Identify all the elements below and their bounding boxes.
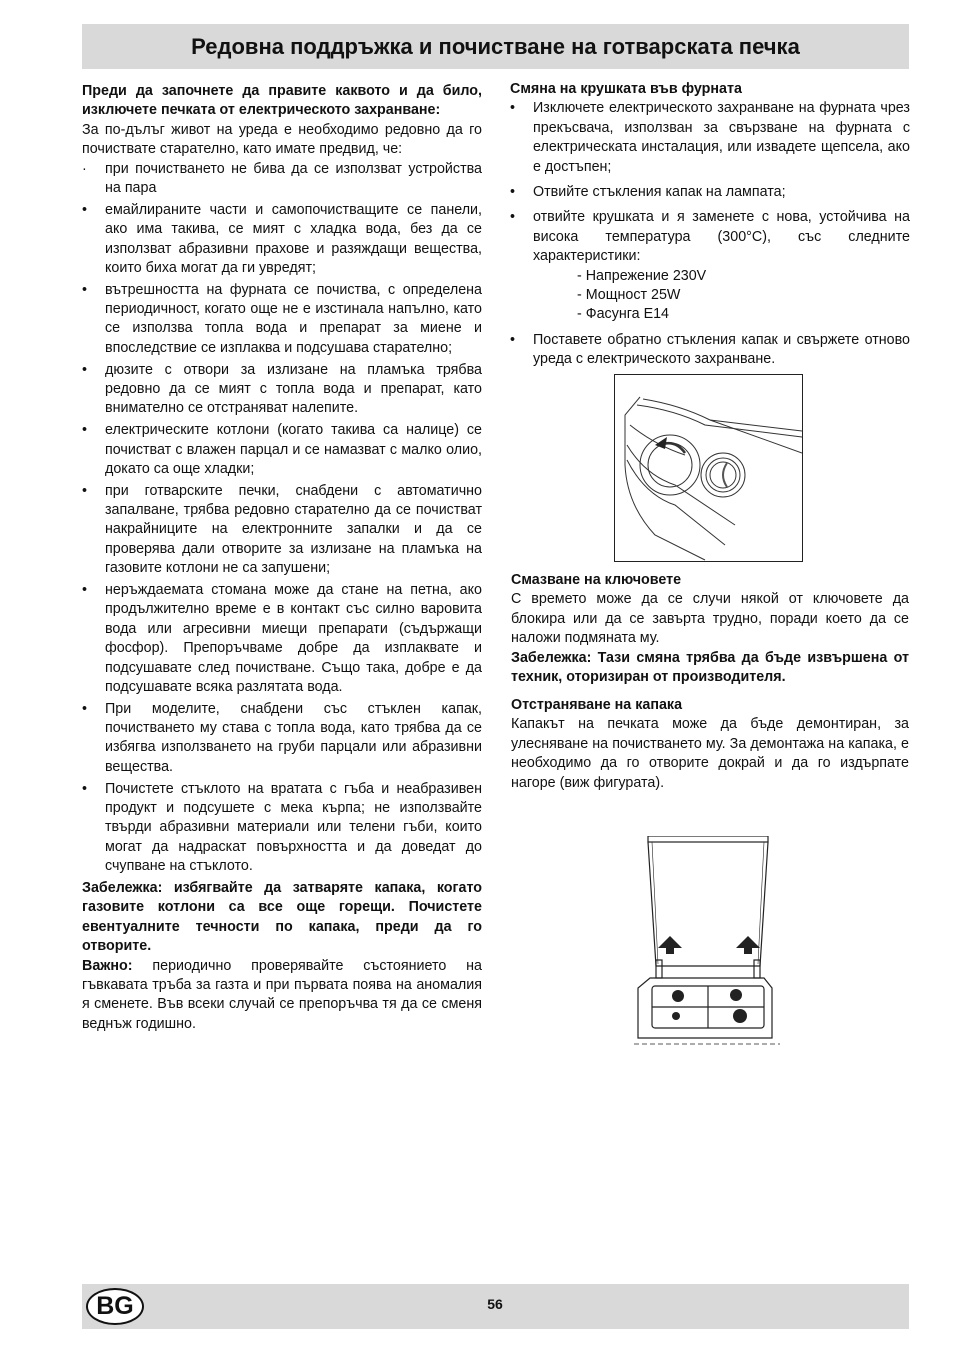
keys-text: С времето може да се случи някой от ключовете да блокира или да се завърта трудно, поради което да се наложи подмяната му. (511, 591, 909, 647)
spec-voltage: - Напрежение 230V (577, 267, 707, 284)
keys-note: Забележка: Тази смяна трябва да бъде извършена от техник, оторизиран от производителя. (511, 649, 909, 686)
lid-note: Забележка: избягвайте да затваряте капака, когато газовите котлони са все още горещи. Почистете евентуалните течности по капака, преди да го отворите. (82, 879, 482, 955)
intro-text: За по-дълъг живот на уреда е необходимо редовно да го почиствате старателно, като имате предвид, че: (82, 121, 482, 158)
bulb-replace-text: отвийте крушката и я заменете с нова, устойчива на висока температура (300°C), със следните характеристики: (533, 209, 910, 265)
lid-section (511, 696, 909, 793)
list-item: • електрическите котлони (когато такива са налице) се почистват с влажен парцал и се намазват с малко олио, докато са още хладки; (82, 421, 482, 479)
title-bar (82, 24, 909, 69)
left-column (82, 82, 482, 1034)
list-item: • Поставете обратно стъкления капак и свържете отново уреда с електрическото захранване. (510, 331, 910, 370)
important-label: Важно: (82, 957, 133, 974)
list-item: • Почистете стъклото на вратата с гъба и неабразивен продукт и подсушете с мека кърпа; не използвайте твърди абразивни материали или телени гъби, които могат да надраскат повърхността и да доведат до счупване на стъклото. (82, 780, 482, 877)
important-text: периодично проверявайте състоянието на гъвкавата тръба за газта и при първата поява на аномалия я сменете. Във всеки случай се препоръчва тя да се сменя веднъж годишно. (82, 957, 482, 1032)
lid-title: Отстраняване на капака (511, 697, 683, 713)
list-item: • При моделите, снабдени със стъклен капак, почистването му става с топла вода, като трябва да се избягва използването на груби парцали или абразивни вещества. (82, 700, 482, 778)
oven-lamp-figure (614, 374, 803, 562)
page-title: Редовна поддръжка и почистване на готварската печка (191, 34, 800, 59)
list-item: • дюзите с отвори за излизане на пламъка трябва редовно да се мият с топла вода и препарат, като внимателно се отстраняват налепите. (82, 361, 482, 419)
list-item: • Изключете електрическото захранване на фурната чрез прекъсвача, използван за свързване на фурната с електрическата инсталация, или извадете щепсела, ако е достъпен; (510, 99, 910, 177)
spec-socket: - Фасунга E14 (577, 306, 670, 323)
keys-title: Смазване на ключовете (511, 572, 682, 588)
keys-section (511, 571, 909, 687)
bulb-section (510, 80, 910, 376)
intro-warning: Преди да започнете да правите каквото и да било, изключете печката от електрическото захранване: (82, 83, 482, 119)
list-item: • вътрешността на фурната се почиства, с определена периодичност, когато още не е изстинала напълно, като се използва топла вода и препарат за миене и впоследствие се изплаква и подсушава старателно; (82, 281, 482, 359)
lid-removal-illustration (634, 836, 780, 1050)
bulb-list (510, 99, 910, 369)
important-paragraph (82, 957, 482, 1035)
list-item: • неръждаемата стомана може да стане на петна, ако продължително време е в контакт със силно варовита вода или агресивни миещи препарати (съдържащи фосфор). Препоръчваме добре да изплаквате и подсушавате след почистване. Също така, добре е да подсушавате всяка разлятата вода. (82, 581, 482, 697)
list-item: • емайлираните части и самопочистващите се панели, ако има такива, се мият с хладка вода, без да се използват абразивни прахове и разяждащи вещества, които биха могат да ги увредят; (82, 201, 482, 279)
lid-removal-figure (634, 836, 780, 1050)
list-item: · при почистването не бива да се използват устройства на пара (82, 160, 482, 199)
list-item: • Отвийте стъкления капак на лампата; (510, 183, 910, 202)
page-number: 56 (487, 1296, 503, 1312)
bulb-title: Смяна на крушката във фурната (510, 81, 742, 97)
lid-text: Капакът на печката може да бъде демонтиран, за улесняване на почистването му. За демонтажа на капака, е необходимо да го отворите докрай и да го издърпате нагоре (виж фигурата). (511, 716, 909, 791)
cleaning-list (82, 160, 482, 877)
list-item (510, 208, 910, 324)
spec-power: - Мощност 25W (577, 287, 681, 304)
language-badge: BG (86, 1288, 144, 1325)
oven-lamp-illustration (615, 375, 802, 561)
list-item: • при готварските печки, снабдени с автоматично запалване, трябва редовно старателно да се почистват накрайниците на електронните запалки и да се проверява дали отворите за излизане на пламъка на газовите котлони не са запушени; (82, 482, 482, 579)
